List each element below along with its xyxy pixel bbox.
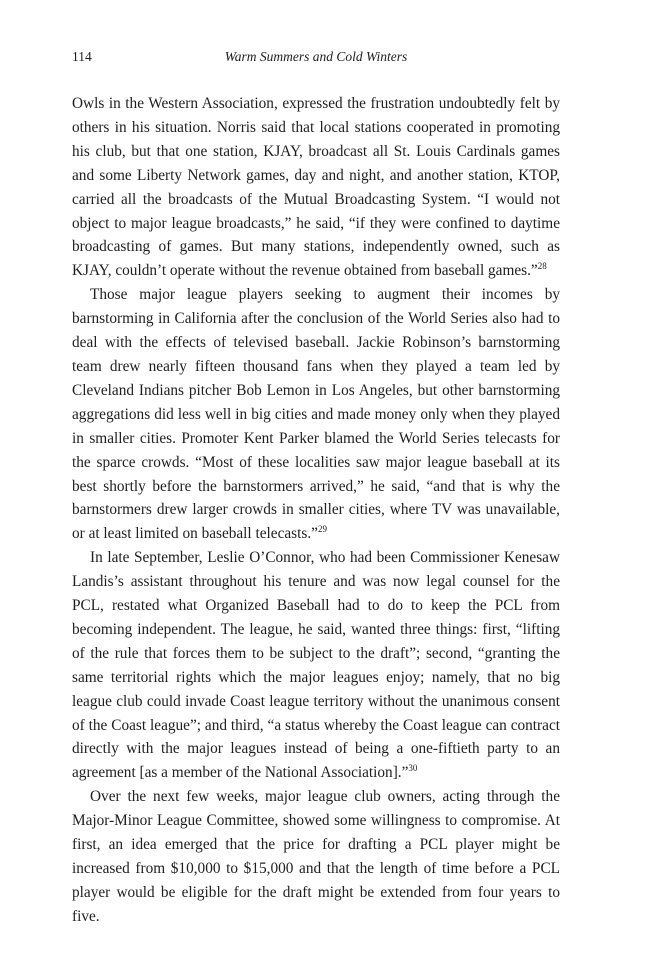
paragraph-text: Owls in the Western Association, expressed the frustration undoubtedly felt by others in his situation. Norris said that local stations cooperated in promoting his club, but that one station, KJAY, broadcast all St. Louis Cardinals games and some Liberty Network games, day and night, and another station, KTOP, carried all the broadcasts of the Mutual Broadcasting System. “I would not object to major league broadcasts,” he said, “if they were confined to daytime broadcasting of games. But many stations, independently owned, such as KJAY, couldn’t operate without the revenue obtained from baseball games.” [72, 95, 560, 280]
book-page [72, 46, 560, 929]
book-title: Warm Summers and Cold Winters [224, 49, 408, 64]
paragraph [72, 785, 560, 928]
paragraph [72, 283, 560, 546]
running-head [72, 46, 560, 68]
paragraph-text: In late September, Leslie O’Connor, who had been Commissioner Kenesaw Landis’s assistant throughout his tenure and was now legal counsel for the PCL, restated what Organized Baseball had to do to keep the PCL from becoming independent. The league, he said, wanted three things: first, “lifting of the rule that forces them to be subject to the draft”; second, “granting the same territorial rights which the major leagues enjoy; namely, that no big league club could invade Coast league territory without the unanimous consent of the Coast league”; and third, “a status whereby the Coast league can contract directly with the major leagues instead of being a one-fiftieth party to an agreement [as a member of the National Association].” [72, 549, 560, 782]
footnote-marker: 29 [317, 524, 327, 535]
paragraph-text: Those major league players seeking to augment their incomes by barnstorming in California after the conclusion of the World Series also had to deal with the effects of televised baseball. Jackie Robinson’s barnstorming team drew nearly fifteen thousand fans when they played a team led by Cleveland Indians pitcher Bob Lemon in Los Angeles, but other barnstorming aggregations did less well in big cities and made money only when they played in smaller cities. Promoter Kent Parker blamed the World Series telecasts for the sparce crowds. “Most of these localities saw major league baseball at its best shortly before the barnstormers arrived,” he said, “and that is why the barnstormers drew larger crowds in smaller cities, where TV was unavailable, or at least limited on baseball telecasts.” [72, 286, 560, 543]
body-text [72, 92, 560, 929]
footnote-marker: 28 [537, 261, 547, 272]
paragraph [72, 546, 560, 785]
paragraph [72, 92, 560, 283]
paragraph-text: Over the next few weeks, major league club owners, acting through the Major-Minor League Committee, showed some willingness to compromise. At first, an idea emerged that the price for drafting a PCL player might be increased from $10,000 to $15,000 and that the length of time before a PCL player would be eligible for the draft might be extended from four years to five. [72, 788, 560, 925]
page-number: 114 [72, 49, 92, 64]
footnote-marker: 30 [408, 763, 418, 774]
